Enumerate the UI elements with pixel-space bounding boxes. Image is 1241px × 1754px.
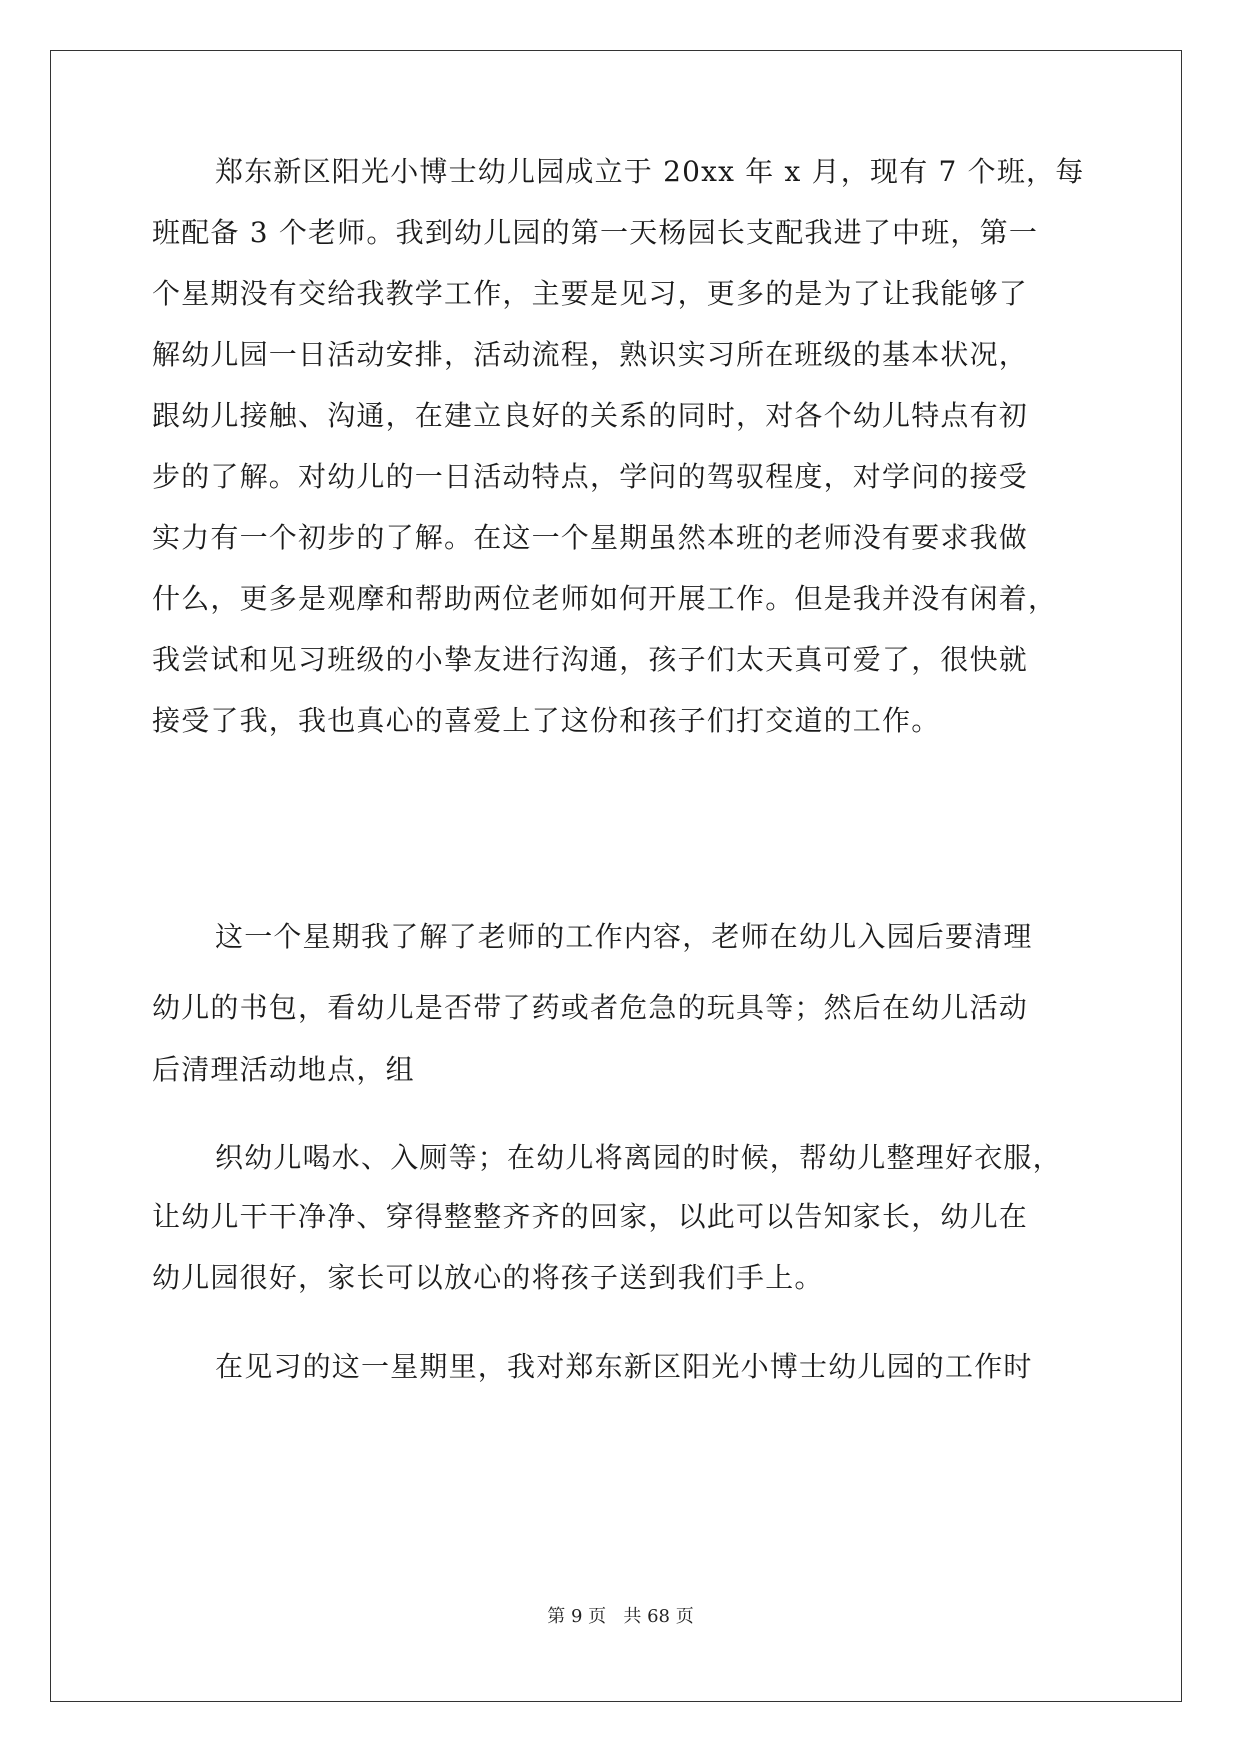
text-line: 幼儿的书包，看幼儿是否带了药或者危急的玩具等；然后在幼儿活动 (152, 991, 1029, 1024)
text-line: 个星期没有交给我教学工作，主要是见习，更多的是为了让我能够了 (152, 277, 1029, 310)
page-label: 第 9 页 共 68 页 (547, 1606, 694, 1627)
text-line: 织幼儿喝水、入厕等；在幼儿将离园的时候，帮幼儿整理好衣服， (215, 1141, 1062, 1174)
text-line: 后清理活动地点，组 (152, 1053, 415, 1086)
text-line: 解幼儿园一日活动安排，活动流程，熟识实习所在班级的基本状况， (152, 338, 1029, 371)
text-line: 跟幼儿接触、沟通，在建立良好的关系的同时，对各个幼儿特点有初 (152, 399, 1029, 432)
text-line: 实力有一个初步的了解。在这一个星期虽然本班的老师没有要求我做 (152, 521, 1029, 554)
text-line: 班配备 3 个老师。我到幼儿园的第一天杨园长支配我进了中班，第一 (152, 216, 1039, 249)
text-line: 接受了我，我也真心的喜爱上了这份和孩子们打交道的工作。 (152, 704, 941, 737)
text-line: 幼儿园很好，家长可以放心的将孩子送到我们手上。 (152, 1261, 824, 1294)
text-line: 让幼儿干干净净、穿得整整齐齐的回家，以此可以告知家长，幼儿在 (152, 1200, 1029, 1233)
text-line: 我尝试和见习班级的小挚友进行沟通，孩子们太天真可爱了，很快就 (152, 643, 1029, 676)
text-line: 在见习的这一星期里，我对郑东新区阳光小博士幼儿园的工作时 (215, 1350, 1033, 1383)
page-number-footer (0, 1606, 1241, 1628)
text-line: 步的了解。对幼儿的一日活动特点，学问的驾驭程度，对学问的接受 (152, 460, 1029, 493)
text-line: 郑东新区阳光小博士幼儿园成立于 20xx 年 x 月，现有 7 个班，每 (215, 155, 1085, 188)
text-line: 什么，更多是观摩和帮助两位老师如何开展工作。但是我并没有闲着， (152, 582, 1058, 615)
text-line: 这一个星期我了解了老师的工作内容，老师在幼儿入园后要清理 (215, 920, 1033, 953)
